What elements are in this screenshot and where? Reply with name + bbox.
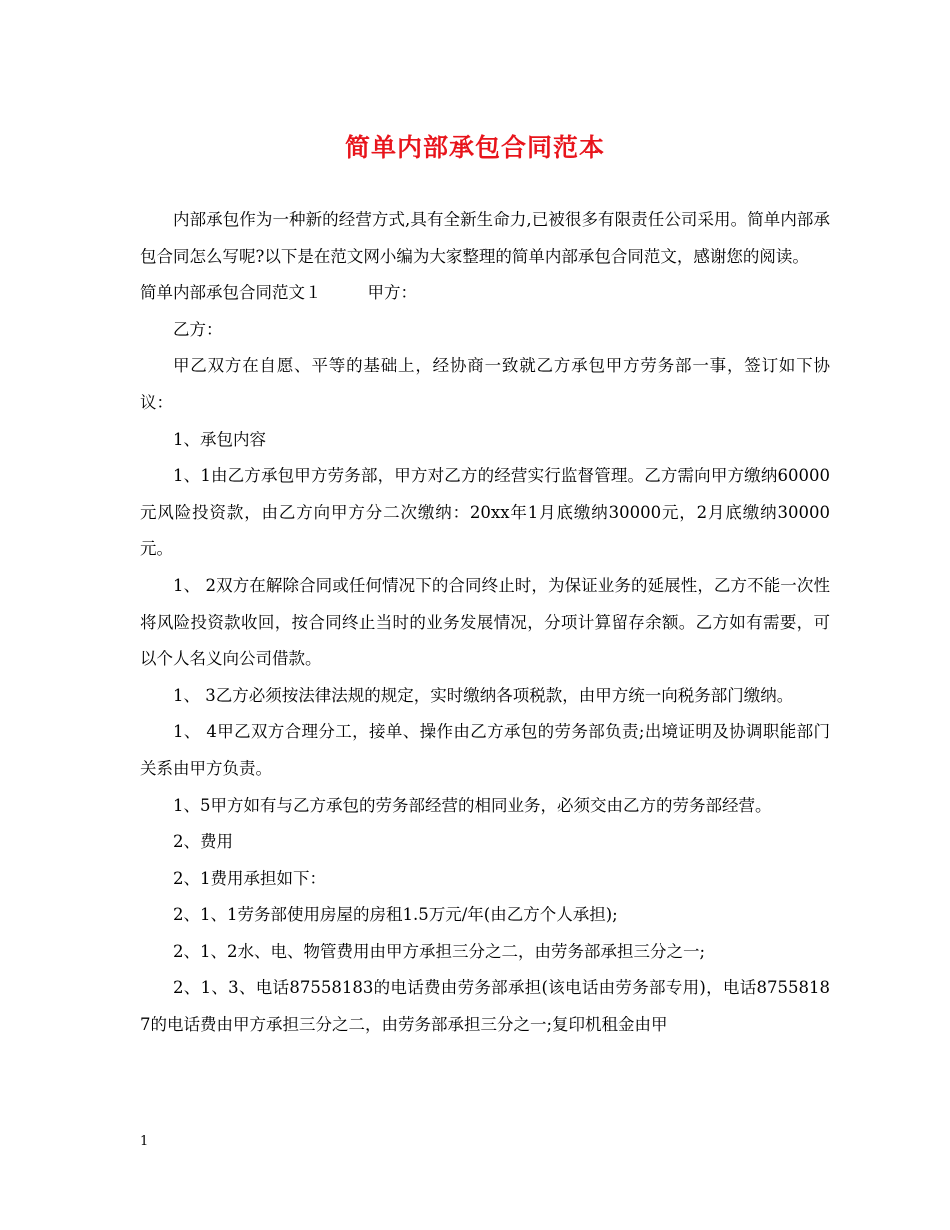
clause-1-3: 1、 3乙方必须按法律法规的规定，实时缴纳各项税款，由甲方统一向税务部门缴纳。 [173, 685, 794, 705]
intro-paragraph: 内部承包作为一种新的经营方式,具有全新生命力,已被很多有限责任公司采用。简单内部承包合同怎么写呢?以下是在范文网小编为大家整理的简单内部承包合同范文，感谢您的阅读。 [140, 210, 830, 266]
clause-1-4: 1、 4甲乙双方合理分工，接单、操作由乙方承包的劳务部负责;出境证明及协调职能部门关系由甲方负责。 [140, 722, 830, 778]
section-1-title: 1、承包内容 [173, 429, 266, 449]
clause-1-1: 1、1由乙方承包甲方劳务部，甲方对乙方的经营实行监督管理。乙方需向甲方缴纳60000元风险投资款，由乙方向甲方分二次缴纳：20xx年1月底缴纳30000元，2月底缴纳30000元。 [140, 466, 830, 559]
section-2-title: 2、费用 [173, 832, 233, 852]
preamble-paragraph: 甲乙双方在自愿、平等的基础上，经协商一致就乙方承包甲方劳务部一事，签订如下协议： [140, 356, 830, 412]
party-a-label: 甲方： [367, 283, 417, 303]
clause-2-1-3: 2、1、3、电话87558183的电话费由劳务部承担(该电话由劳务部专用)，电话87558187的电话费由甲方承担三分之二，由劳务部承担三分之一;复印机租金由甲 [140, 978, 830, 1035]
clause-2-1-1: 2、1、1劳务部使用房屋的房租1.5万元/年(由乙方个人承担); [173, 905, 618, 925]
clause-2-1-2: 2、1、2水、电、物管费用由甲方承担三分之二，由劳务部承担三分之一; [173, 941, 706, 961]
party-b-label: 乙方： [173, 319, 223, 339]
document-title: 简单内部承包合同范本 [344, 133, 605, 162]
sample-heading-line [140, 275, 830, 312]
sample-heading: 简单内部承包合同范文１ [140, 283, 322, 303]
page-number: 1 [140, 1134, 149, 1149]
clause-1-2: 1、 2双方在解除合同或任何情况下的合同终止时，为保证业务的延展性，乙方不能一次性将风险投资款收回，按合同终止当时的业务发展情况，分项计算留存余额。乙方如有需要，可以个人名义向公司借款。 [140, 575, 830, 669]
clause-1-5: 1、5甲方如有与乙方承包的劳务部经营的相同业务，必须交由乙方的劳务部经营。 [173, 795, 772, 815]
document-body [140, 202, 830, 1044]
clause-2-1: 2、1费用承担如下： [173, 868, 326, 888]
